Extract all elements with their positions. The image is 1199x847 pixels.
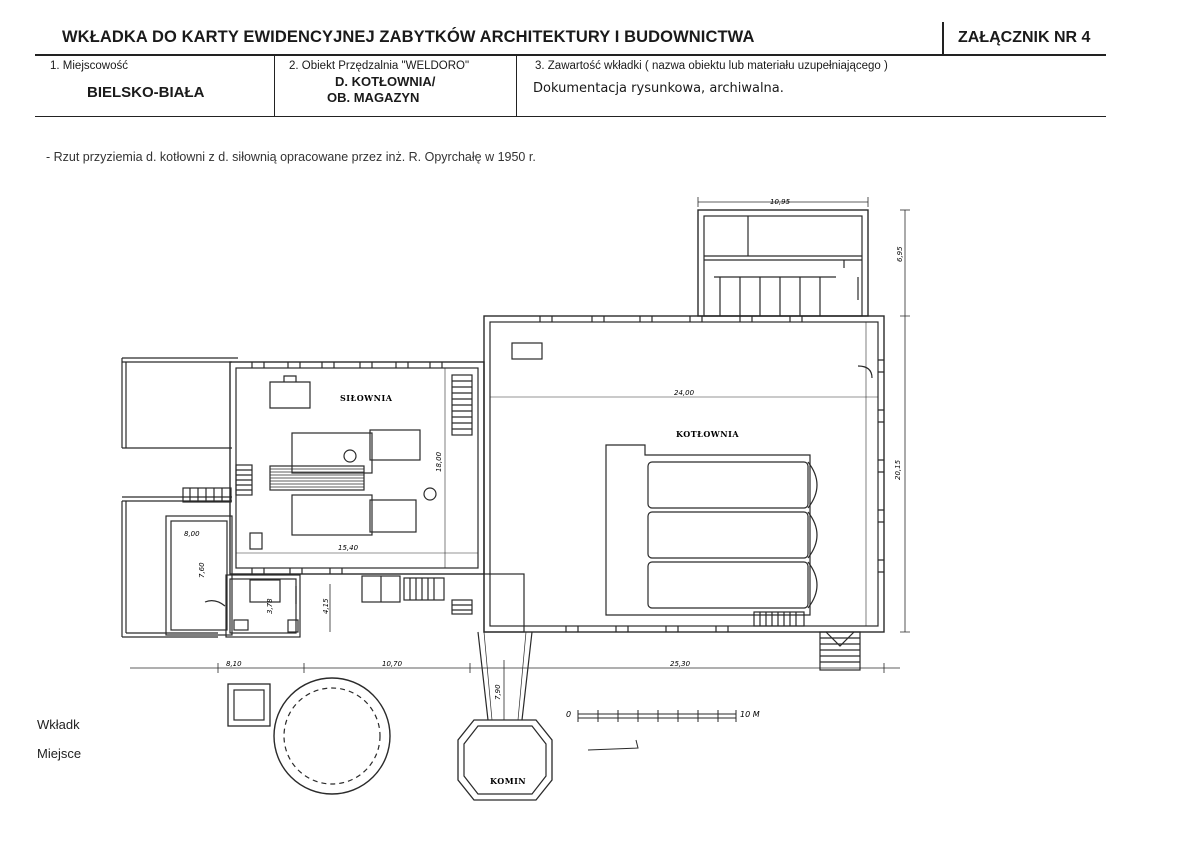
dim-annex-width: 8,00 — [184, 530, 200, 538]
tank-drawing — [228, 678, 390, 794]
drawing-note: - Rzut przyziemia d. kotłowni z d. siłownią opracowane przez inż. R. Opyrchałę w 1950 r. — [46, 150, 536, 164]
flue-channel — [478, 632, 532, 720]
dim-top-annex-width: 10,95 — [770, 198, 791, 206]
scale-bar — [578, 710, 736, 722]
chimney-label: KOMIN — [490, 776, 527, 786]
dim-power-width: 15,40 — [338, 544, 359, 552]
locality-value: BIELSKO-BIAŁA — [87, 84, 205, 101]
scale-end-label: 10 M — [740, 710, 760, 719]
dim-chain-3: 25,30 — [670, 660, 691, 668]
left-boundary-wall — [122, 358, 238, 637]
footer-fragment-2: Miejsce — [37, 746, 82, 761]
dim-chain-2: 10,70 — [382, 660, 403, 668]
object-value-line2: OB. MAGAZYN — [327, 90, 420, 105]
dim-flue: 7,90 — [494, 684, 502, 700]
power-room-label: SIŁOWNIA — [340, 393, 393, 403]
passage — [362, 574, 860, 670]
footer-fragment-1: Wkładk — [37, 717, 80, 732]
north-arrow — [588, 740, 638, 750]
dim-chain-1: 8,10 — [226, 660, 242, 668]
content-value: Dokumentacja rysunkowa, archiwalna. — [533, 81, 784, 96]
form-title: WKŁADKA DO KARTY EWIDENCYJNEJ ZABYTKÓW ARCHITEKTURY I BUDOWNICTWA — [62, 28, 755, 46]
object-value-line1: D. KOTŁOWNIA/ — [335, 74, 436, 89]
dim-boiler-width: 24,00 — [674, 389, 695, 397]
dim-annex-depth: 7,60 — [198, 562, 206, 578]
dimension-chains — [130, 197, 910, 720]
content-label: 3. Zawartość wkładki ( nazwa obiektu lub materiału uzupełniającego ) — [535, 60, 888, 72]
dim-boiler-depth: 20,15 — [894, 459, 902, 480]
locality-label: 1. Miejscowość — [50, 60, 128, 72]
annex-number: ZAŁĄCZNIK NR 4 — [958, 29, 1091, 46]
object-label: 2. Obiekt Przędzalnia "WELDORO" — [289, 60, 470, 72]
dim-top-annex-depth: 6,95 — [896, 246, 904, 262]
dim-passage: 4,15 — [322, 598, 330, 614]
boiler-room-label: KOTŁOWNIA — [676, 429, 740, 439]
boiler-room — [484, 316, 884, 632]
dim-power-depth: 18,00 — [435, 451, 443, 472]
scale-start-label: 0 — [566, 710, 572, 719]
chimney-drawing — [458, 720, 552, 800]
top-annex — [698, 210, 868, 316]
dim-small-room: 3,78 — [266, 598, 274, 614]
